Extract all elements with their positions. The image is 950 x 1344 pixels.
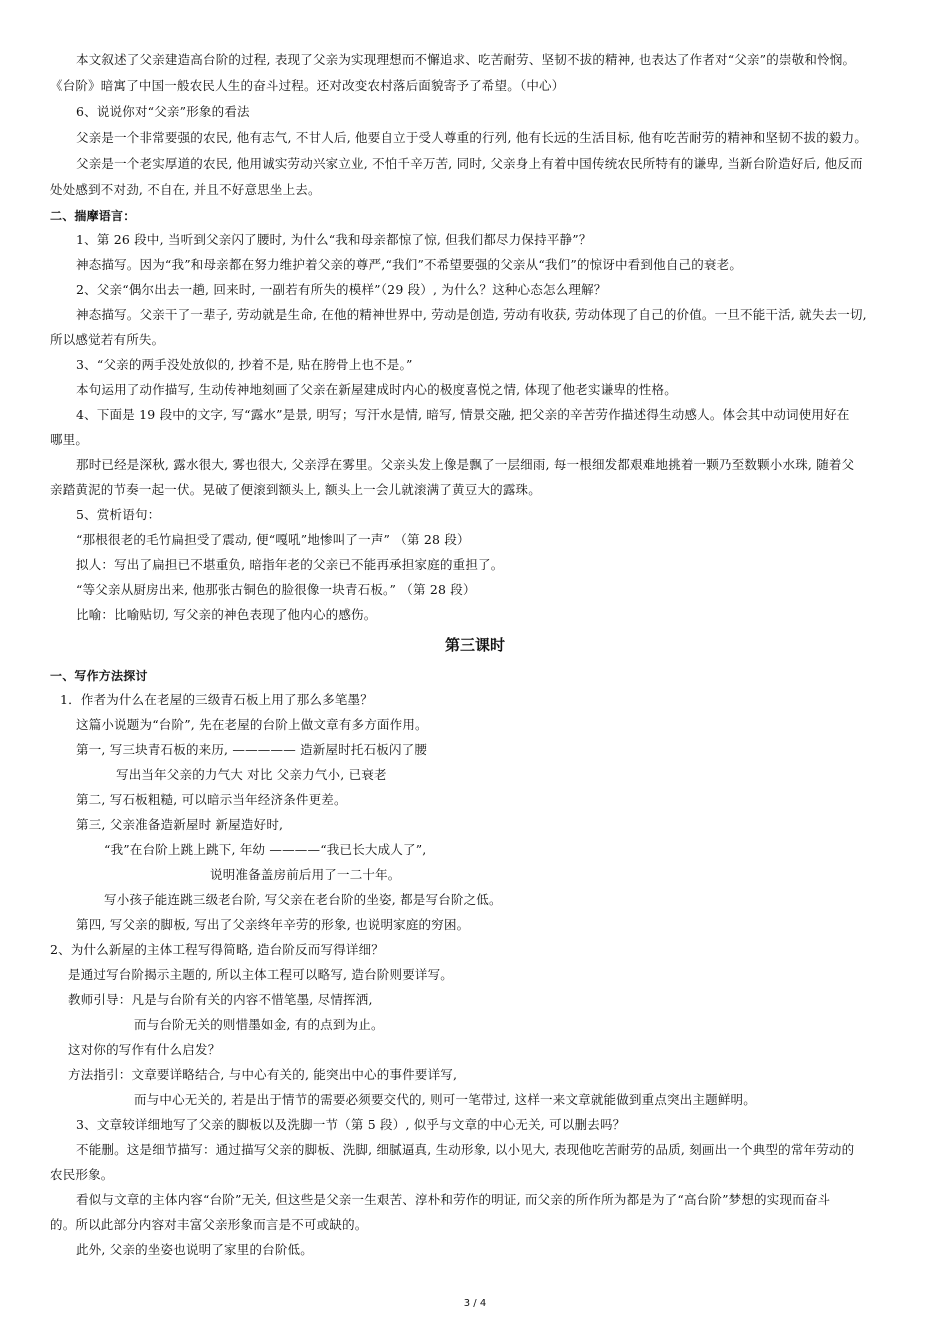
- text-line: 5、赏析语句：: [76, 507, 161, 522]
- text-line: 说明准备盖房前后用了一二十年。: [210, 867, 401, 882]
- text-line: 方法指引：文章要详略结合, 与中心有关的, 能突出中心的事件要详写,: [68, 1067, 458, 1082]
- text-line: 神态描写。因为“我”和母亲都在努力维护着父亲的尊严,“我们”不希望要强的父亲从“我们”的惊讶中看到他自己的衰老。: [76, 257, 743, 272]
- text-line: 看似与文章的主体内容“台阶”无关, 但这些是父亲一生艰苦、淳朴和劳作的明证, 而父亲的所作所为都是为了“高台阶”梦想的实现而奋斗: [76, 1192, 831, 1207]
- text-line: 3、“父亲的两手没处放似的, 抄着不是, 贴在胯骨上也不是。”: [76, 357, 413, 372]
- text-line: 那时已经是深秋, 露水很大, 雾也很大, 父亲浮在雾里。父亲头发上像是飘了一层细雨, 每一根细发都艰难地挑着一颗乃至数颗小水珠, 随着父: [76, 457, 855, 472]
- text-line: 而与台阶无关的则惜墨如金, 有的点到为止。: [134, 1017, 384, 1032]
- text-line: 这篇小说题为“台阶”, 先在老屋的台阶上做文章有多方面作用。: [76, 717, 428, 732]
- text-line: 6、说说你对“父亲”形象的看法: [76, 104, 250, 119]
- text-line: 哪里。: [50, 432, 89, 447]
- text-line: 1．作者为什么在老屋的三级青石板上用了那么多笔墨？: [60, 692, 373, 707]
- text-line: 4、下面是 19 段中的文字, 写“露水”是景, 明写；写汗水是情, 暗写, 情景交融, 把父亲的辛苦劳作描述得生动感人。体会其中动词使用好在: [76, 407, 850, 422]
- text-line: 第四, 写父亲的脚板, 写出了父亲终年辛劳的形象, 也说明家庭的穷困。: [76, 917, 470, 932]
- text-line: “我”在台阶上跳上跳下, 年幼 ————“我已长大成人了”,: [104, 842, 427, 857]
- text-line: 1、第 26 段中, 当听到父亲闪了腰时, 为什么“我和母亲都惊了惊, 但我们都尽力保持平静”？: [76, 232, 592, 247]
- page-number: 3 / 4: [463, 1298, 487, 1309]
- text-line: 本文叙述了父亲建造高台阶的过程, 表现了父亲为实现理想而不懈追求、吃苦耐劳、坚韧不拔的精神, 也表达了作者对“父亲”的崇敬和怜悯。: [76, 52, 856, 67]
- text-line: “等父亲从厨房出来, 他那张古铜色的脸很像一块青石板。” （第 28 段）: [76, 582, 476, 597]
- text-line: 2、为什么新屋的主体工程写得简略, 造台阶反而写得详细？: [50, 942, 385, 957]
- section-heading: 一、写作方法探讨: [50, 669, 148, 683]
- text-line: 亲踏黄泥的节奏一起一伏。晃破了便滚到额头上, 额头上一会儿就滚满了黄豆大的露珠。: [50, 482, 541, 497]
- text-line: 2、父亲“偶尔出去一趟, 回来时, 一副若有所失的模样”（29 段）, 为什么？这种心态怎么理解？: [76, 282, 607, 297]
- text-line: 而与中心无关的, 若是出于情节的需要必须要交代的, 则可一笔带过, 这样一来文章就能做到重点突出主题鲜明。: [134, 1092, 756, 1107]
- text-line: 第一, 写三块青石板的来历, ————— 造新屋时托石板闪了腰: [76, 742, 428, 757]
- text-line: “那根很老的毛竹扁担受了震动, 便“嘎吼”地惨叫了一声” （第 28 段）: [76, 532, 470, 547]
- text-line: 所以感觉若有所失。: [50, 332, 165, 347]
- section-heading: 二、揣摩语言：: [50, 209, 136, 223]
- text-line: 不能删。这是细节描写：通过描写父亲的脚板、洗脚, 细腻逼真, 生动形象, 以小见大, 表现他吃苦耐劳的品质, 刻画出一个典型的常年劳动的: [76, 1142, 855, 1157]
- text-line: 本句运用了动作描写, 生动传神地刻画了父亲在新屋建成时内心的极度喜悦之情, 体现了他老实谦卑的性格。: [76, 382, 677, 397]
- section-title: 第三课时: [444, 636, 505, 654]
- text-line: 比喻：比喻贴切, 写父亲的神色表现了他内心的感伤。: [76, 607, 377, 622]
- text-line: 《台阶》暗寓了中国一般农民人生的奋斗过程。还对改变农村落后面貌寄予了希望。（中心）: [50, 78, 565, 93]
- text-line: 拟人：写出了扁担已不堪重负, 暗指年老的父亲已不能再承担家庭的重担了。: [76, 557, 504, 572]
- text-line: 此外, 父亲的坐姿也说明了家里的台阶低。: [76, 1242, 313, 1257]
- text-line: 处处感到不对劲, 不自在, 并且不好意思坐上去。: [50, 182, 321, 197]
- text-line: 第二, 写石板粗糙, 可以暗示当年经济条件更差。: [76, 792, 347, 807]
- text-line: 父亲是一个老实厚道的农民, 他用诚实劳动兴家立业, 不怕千辛万苦, 同时, 父亲身上有着中国传统农民所特有的谦卑, 当新台阶造好后, 他反而: [76, 156, 863, 171]
- text-line: 父亲是一个非常要强的农民, 他有志气, 不甘人后, 他要自立于受人尊重的行列, 他有长远的生活目标, 他有吃苦耐劳的精神和坚韧不拔的毅力。: [76, 130, 868, 145]
- text-line: 农民形象。: [50, 1167, 114, 1182]
- text-line: 神态描写。父亲干了一辈子, 劳动就是生命, 在他的精神世界中, 劳动是创造, 劳动有收获, 劳动体现了自己的价值。一旦不能干活, 就失去一切,: [76, 307, 867, 322]
- text-line: 第三, 父亲准备造新屋时 新屋造好时,: [76, 817, 284, 832]
- text-line: 是通过写台阶揭示主题的, 所以主体工程可以略写, 造台阶则要详写。: [68, 967, 453, 982]
- text-line: 3、文章较详细地写了父亲的脚板以及洗脚一节（第 5 段）, 似乎与文章的中心无关, 可以删去吗？: [76, 1117, 626, 1132]
- text-line: 写小孩子能连跳三级老台阶, 写父亲在老台阶的坐姿, 都是写台阶之低。: [104, 892, 502, 907]
- text-line: 的。所以此部分内容对丰富父亲形象而言是不可或缺的。: [50, 1217, 368, 1232]
- text-line: 这对你的写作有什么启发？: [68, 1042, 221, 1057]
- text-line: 教师引导：凡是与台阶有关的内容不惜笔墨, 尽情挥洒,: [68, 992, 373, 1007]
- text-line: 写出当年父亲的力气大 对比 父亲力气小, 已衰老: [116, 767, 387, 782]
